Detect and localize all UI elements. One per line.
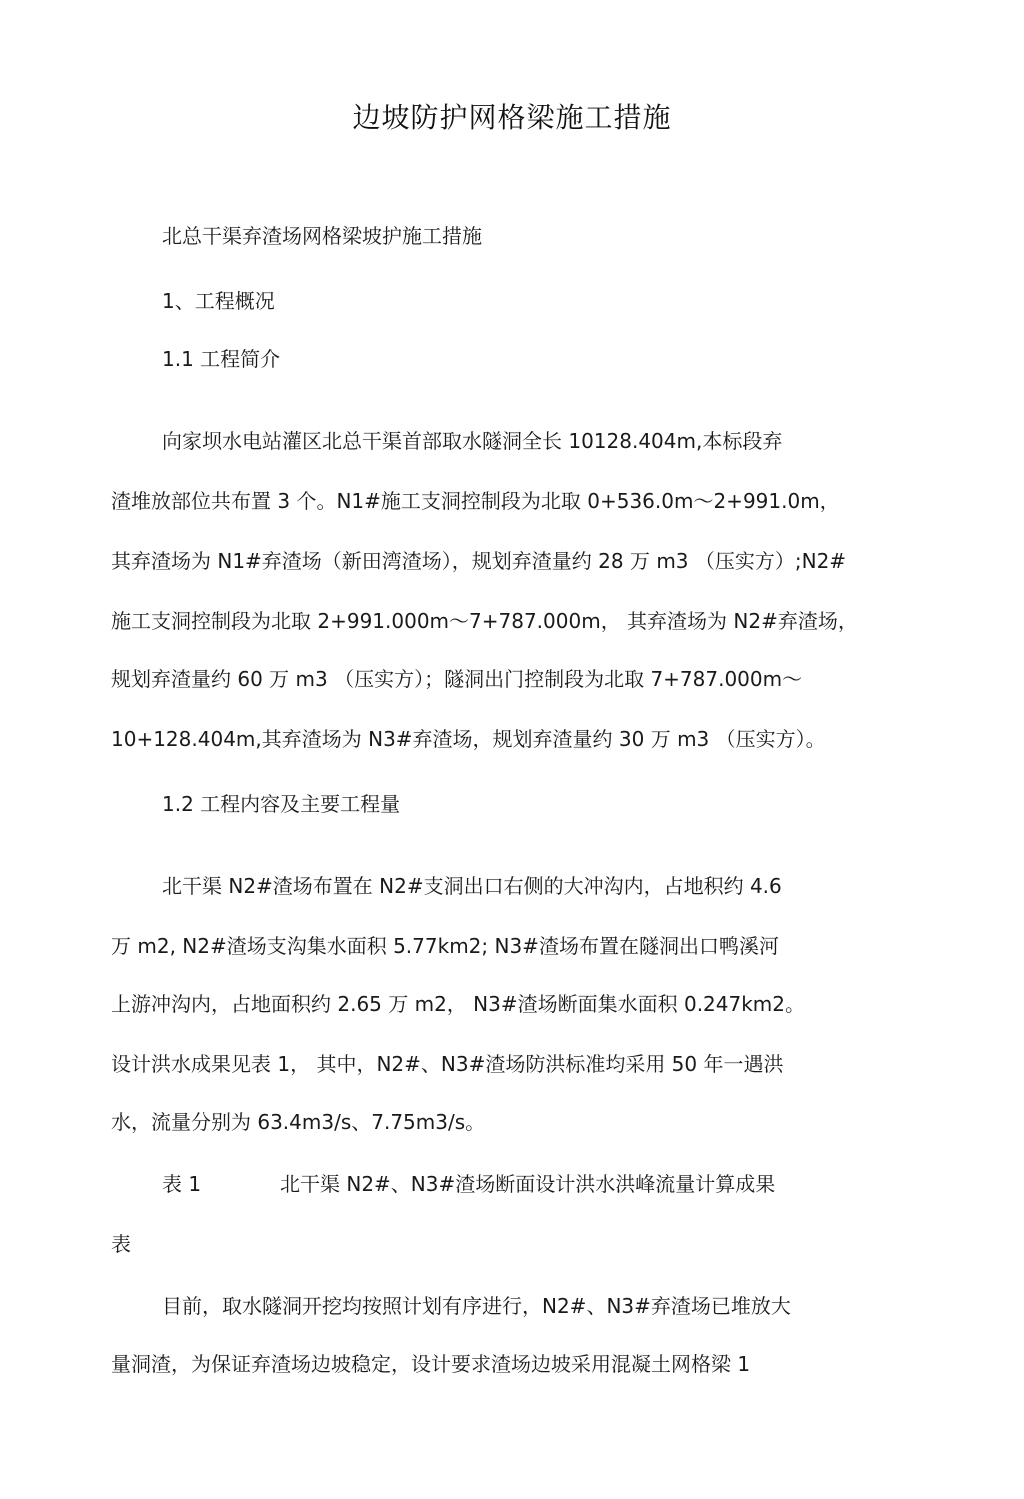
paragraph-line: 施工支洞控制段为北取 2+991.000m～7+787.000m， 其弃渣场为 N2#弃渣场， bbox=[111, 609, 858, 633]
paragraph-line: 万 m2, N2#渣场支沟集水面积 5.77km2; N3#渣场布置在隧洞出口鸭溪河 bbox=[111, 934, 779, 958]
paragraph-line: 10+128.404m,其弃渣场为 N3#弃渣场，规划弃渣量约 30 万 m3 （压实方）。 bbox=[111, 727, 826, 751]
document-title: 边坡防护网格梁施工措施 bbox=[352, 101, 672, 134]
paragraph-line: 规划弃渣量约 60 万 m3 （压实方）；隧洞出门控制段为北取 7+787.000m～ bbox=[111, 667, 803, 691]
table-caption bbox=[162, 1169, 775, 1199]
section-heading-1: 1、工程概况 bbox=[162, 289, 275, 313]
paragraph-line: 量洞渣，为保证弃渣场边坡稳定，设计要求渣场边坡采用混凝土网格梁 1 bbox=[111, 1352, 751, 1376]
paragraph-line: 设计洪水成果见表 1， 其中，N2#、N3#渣场防洪标准均采用 50 年一遇洪 bbox=[111, 1052, 784, 1076]
table-caption-tail: 表 bbox=[111, 1232, 131, 1256]
paragraph-line: 北干渠 N2#渣场布置在 N2#支洞出口右侧的大冲沟内，占地积约 4.6 bbox=[162, 874, 782, 898]
paragraph-line: 渣堆放部位共布置 3 个。N1#施工支洞控制段为北取 0+536.0m～2+991.0m， bbox=[111, 489, 840, 513]
document-subtitle: 北总干渠弃渣场网格梁坡护施工措施 bbox=[162, 224, 482, 248]
table-caption-label: 表 1 bbox=[162, 1172, 202, 1196]
section-heading-1-1: 1.1 工程简介 bbox=[162, 347, 281, 371]
paragraph-line: 水，流量分别为 63.4m3/s、7.75m3/s。 bbox=[111, 1110, 486, 1134]
section-heading-1-2: 1.2 工程内容及主要工程量 bbox=[162, 792, 401, 816]
table-caption-text: 北干渠 N2#、N3#渣场断面设计洪水洪峰流量计算成果 bbox=[280, 1172, 776, 1196]
paragraph-line: 向家坝水电站灌区北总干渠首部取水隧洞全长 10128.404m,本标段弃 bbox=[162, 429, 783, 453]
paragraph-line: 其弃渣场为 N1#弃渣场（新田湾渣场），规划弃渣量约 28 万 m3 （压实方）;N2# bbox=[111, 549, 847, 573]
paragraph-line: 上游冲沟内，占地面积约 2.65 万 m2， N3#渣场断面集水面积 0.247km2。 bbox=[111, 992, 806, 1016]
paragraph-line: 目前，取水隧洞开挖均按照计划有序进行，N2#、N3#弃渣场已堆放大 bbox=[162, 1294, 791, 1318]
